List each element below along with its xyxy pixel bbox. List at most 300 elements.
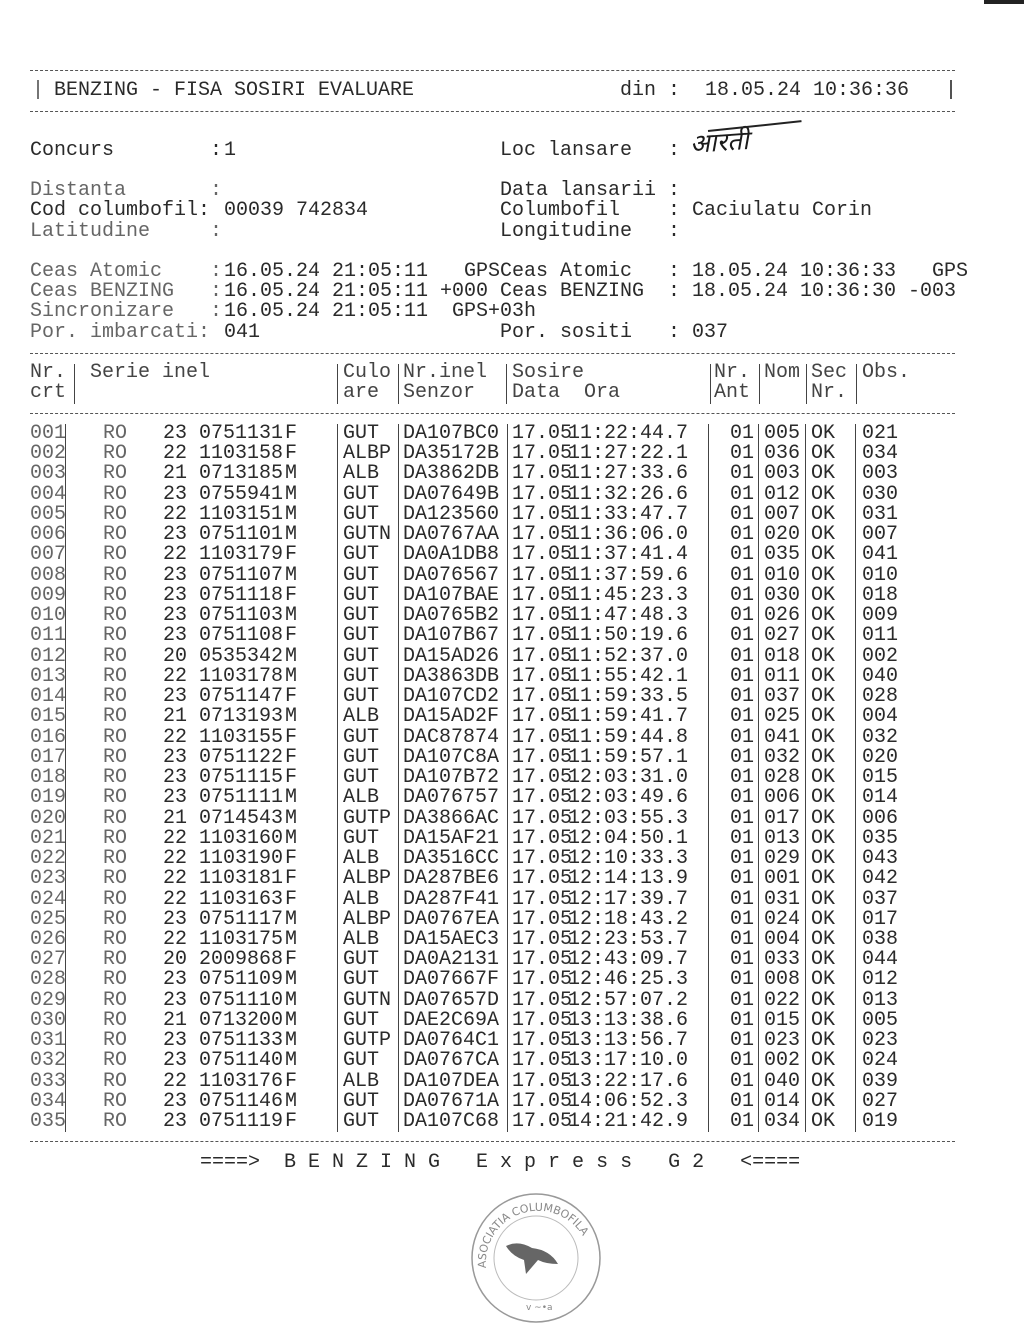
sositi-label: Por. sositi : [500,321,681,344]
sensor-ring: DA287BE6 [403,867,500,891]
col-separator [337,364,338,404]
ant-number: 01 [730,887,755,911]
obs-value: 011 [862,624,899,648]
ring-number: 21 0713193 [163,705,284,729]
arrival-time: 11:59:33.5 [568,685,689,709]
arrival-time: 12:17:39.7 [568,887,689,911]
sec-status: OK [811,847,836,871]
obs-value: 037 [862,887,899,911]
ring-number: 20 0535342 [163,644,284,668]
sositi-value: 037 [692,321,729,344]
ant-number: 01 [730,482,755,506]
ring-number: 23 0751131 [163,422,284,445]
col-separator [398,424,399,1132]
sec-status: OK [811,604,836,628]
row-number: 002 [30,442,67,466]
sex: F [284,583,297,607]
sensor-ring: DA107B67 [403,624,500,648]
obs-value: 007 [862,523,899,547]
sensor-ring: DA076567 [403,563,500,587]
table-row [0,1112,1024,1132]
col-separator [855,424,856,1132]
arrival-time: 12:03:31.0 [568,766,689,790]
sex: M [284,644,297,668]
col-sec-2: Nr. [811,381,848,404]
sex: M [284,928,297,951]
arrival-date: 17.05 [512,563,573,587]
country: RO [103,1089,128,1113]
row-number: 013 [30,664,67,688]
table-row [0,606,1024,626]
sex: F [284,887,297,911]
sensor-ring: DA0767EA [403,907,500,931]
arrival-date: 17.05 [512,442,573,466]
arrival-time: 11:59:57.1 [568,745,689,769]
ant-number: 01 [730,826,755,850]
arrival-date: 17.05 [512,502,573,526]
sec-status: OK [811,543,836,567]
color: GUT [343,624,380,648]
row-number: 025 [30,907,67,931]
sec-status: OK [811,766,836,790]
ring-number: 22 1103175 [163,928,284,951]
country: RO [103,725,128,749]
sec-status: OK [811,968,836,992]
row-number: 001 [30,422,67,445]
row-number: 010 [30,604,67,628]
ring-number: 22 1103163 [163,887,284,911]
arrival-time: 12:04:50.1 [568,826,689,850]
table-row [0,907,1024,931]
color: ALB [343,1069,380,1093]
obs-value: 038 [862,928,899,951]
obs-value: 018 [862,583,899,607]
color: GUT [343,725,380,749]
sec-status: OK [811,806,836,830]
col-senzor: Senzor [403,381,476,404]
sensor-ring: DA15AD26 [403,644,500,668]
loc-lansare-handwritten-value: आरती [688,125,750,160]
arrival-time: 11:59:41.7 [568,705,689,729]
sec-status: OK [811,867,836,891]
table-row [0,482,1024,506]
arrival-time: 14:21:42.9 [568,1110,689,1134]
table-row [0,806,1024,830]
color: ALB [343,887,380,911]
obs-value: 039 [862,1069,899,1093]
table-row [0,563,1024,587]
col-culoare-1: Culo [343,361,392,384]
sensor-ring: DA15AEC3 [403,928,500,951]
nom-number: 002 [764,1049,801,1073]
country: RO [103,867,128,891]
ant-number: 01 [730,847,755,871]
color: GUT [343,644,380,668]
arrival-date: 17.05 [512,745,573,769]
sec-status: OK [811,664,836,688]
sex: F [284,624,297,648]
sec-status: OK [811,786,836,810]
sensor-ring: DA3863DB [403,664,500,688]
sec-status: OK [811,644,836,668]
sensor-ring: DA0A2131 [403,948,500,972]
col-nr-inel: Nr.inel [403,361,488,384]
arrival-time: 12:18:43.2 [568,907,689,931]
arrival-time: 11:36:06.0 [568,523,689,547]
obs-value: 013 [862,988,899,1012]
arrival-date: 17.05 [512,806,573,830]
sensor-ring: DA3862DB [403,462,500,486]
arrival-date: 17.05 [512,907,573,931]
nom-number: 012 [764,482,801,506]
ant-number: 01 [730,1069,755,1093]
ring-number: 22 1103155 [163,725,284,749]
obs-value: 005 [862,1008,899,1032]
nom-number: 035 [764,543,801,567]
arrival-date: 17.05 [512,786,573,810]
color: GUT [343,968,380,992]
ant-number: 01 [730,563,755,587]
sex: M [284,705,297,729]
row-number: 007 [30,543,67,567]
color: GUT [343,482,380,506]
col-sec-1: Sec [811,361,848,384]
row-number: 024 [30,887,67,911]
sex: M [284,1049,297,1073]
ceas-atomic-label: Ceas Atomic : [30,260,223,283]
row-number: 016 [30,725,67,749]
ant-number: 01 [730,523,755,547]
table-row [0,970,1024,990]
ceas-atomic-end: 18.05.24 10:36:33 GPS [692,260,969,283]
arrival-time: 12:57:07.2 [568,988,689,1012]
arrival-time: 13:13:56.7 [568,1029,689,1053]
arrival-date: 17.05 [512,766,573,790]
sex: F [284,847,297,871]
ant-number: 01 [730,664,755,688]
table-row [0,887,1024,911]
ring-number: 23 0751117 [163,907,284,931]
nom-number: 041 [764,725,801,749]
ring-number: 23 0751111 [163,786,284,810]
obs-value: 002 [862,644,899,668]
nom-number: 032 [764,745,801,769]
table-row [0,664,1024,688]
table-row [0,869,1024,889]
ant-number: 01 [730,725,755,749]
arrival-date: 17.05 [512,1029,573,1053]
arrival-time: 11:33:47.7 [568,502,689,526]
table-row [0,1031,1024,1051]
country: RO [103,928,128,951]
arrival-time: 11:55:42.1 [568,664,689,688]
ring-number: 22 1103179 [163,543,284,567]
country: RO [103,523,128,547]
sec-status: OK [811,624,836,648]
color: GUT [343,826,380,850]
col-nr-ant-2: Ant [714,381,751,404]
sensor-ring: DA287F41 [403,887,500,911]
ring-number: 23 0751109 [163,968,284,992]
ceas-atomic-label-right: Ceas Atomic : [500,260,681,283]
longitudine-label: Longitudine : [500,220,681,243]
color: GUT [343,1008,380,1032]
sex: F [284,745,297,769]
obs-value: 017 [862,907,899,931]
sec-status: OK [811,523,836,547]
nom-number: 029 [764,847,801,871]
ring-number: 22 1103190 [163,847,284,871]
ant-number: 01 [730,624,755,648]
row-number: 023 [30,867,67,891]
arrival-time: 12:46:25.3 [568,968,689,992]
table-row [0,1069,1024,1093]
color: GUTN [343,988,392,1012]
imbarcati-label: Por. imbarcati: [30,321,211,344]
obs-value: 031 [862,502,899,526]
table-row [0,826,1024,850]
imbarcati-value: 041 [224,321,261,344]
nom-number: 007 [764,502,801,526]
nom-number: 022 [764,988,801,1012]
sex: M [284,968,297,992]
obs-value: 023 [862,1029,899,1053]
nom-number: 028 [764,766,801,790]
scan-edge-mark [984,0,1024,4]
table-row [0,1008,1024,1032]
row-number: 035 [30,1110,67,1134]
sec-status: OK [811,1089,836,1113]
cod-columbofil-label: Cod columbofil: [30,199,211,222]
country: RO [103,988,128,1012]
arrival-time: 11:47:48.3 [568,604,689,628]
color: ALB [343,786,380,810]
ring-number: 20 2009868 [163,948,284,972]
nom-number: 027 [764,624,801,648]
country: RO [103,1008,128,1032]
row-number: 028 [30,968,67,992]
arrival-date: 17.05 [512,604,573,628]
sincronizare-value: 16.05.24 21:05:11 GPS+03h [224,300,537,323]
row-number: 022 [30,847,67,871]
sec-status: OK [811,988,836,1012]
row-number: 006 [30,523,67,547]
sensor-ring: DA107BAE [403,583,500,607]
col-obs: Obs. [862,361,911,384]
obs-value: 021 [862,422,899,445]
ant-number: 01 [730,644,755,668]
arrival-date: 17.05 [512,685,573,709]
sex: F [284,725,297,749]
ant-number: 01 [730,583,755,607]
arrival-date: 17.05 [512,847,573,871]
row-number: 019 [30,786,67,810]
arrival-date: 17.05 [512,725,573,749]
print-datetime: 18.05.24 10:36:36 [705,79,910,102]
nom-number: 003 [764,462,801,486]
sec-status: OK [811,948,836,972]
table-row [0,525,1024,545]
sex: F [284,867,297,891]
sex: M [284,604,297,628]
country: RO [103,786,128,810]
sex: M [284,502,297,526]
arrival-date: 17.05 [512,543,573,567]
col-separator [710,364,711,404]
arrival-time: 14:06:52.3 [568,1089,689,1113]
title-right-bar: | [945,79,958,102]
country: RO [103,766,128,790]
sec-status: OK [811,482,836,506]
color: GUT [343,543,380,567]
arrival-time: 11:50:19.6 [568,624,689,648]
country: RO [103,482,128,506]
sensor-ring: DA35172B [403,442,500,466]
table-row [0,444,1024,464]
ant-number: 01 [730,968,755,992]
ring-number: 23 0751110 [163,988,284,1012]
obs-value: 042 [862,867,899,891]
col-separator [65,424,66,1132]
handwriting-stroke [708,120,802,132]
sensor-ring: DAC87874 [403,725,500,749]
sec-status: OK [811,907,836,931]
sex: F [284,766,297,790]
arrival-date: 17.05 [512,988,573,1012]
sensor-ring: DA15AF21 [403,826,500,850]
obs-value: 010 [862,563,899,587]
arrival-time: 12:03:49.6 [568,786,689,810]
ring-number: 23 0751103 [163,604,284,628]
table-row [0,626,1024,646]
country: RO [103,1049,128,1073]
color: ALB [343,928,380,951]
ring-number: 22 1103158 [163,442,284,466]
obs-value: 006 [862,806,899,830]
sincronizare-label: Sincronizare : [30,300,223,323]
arrival-time: 12:43:09.7 [568,948,689,972]
ring-number: 21 0714543 [163,806,284,830]
arrival-time: 11:27:22.1 [568,442,689,466]
sec-status: OK [811,928,836,951]
obs-value: 040 [862,664,899,688]
row-number: 026 [30,928,67,951]
col-culoare-2: are [343,381,380,404]
country: RO [103,907,128,931]
color: ALB [343,462,380,486]
col-separator [856,364,857,404]
sensor-ring: DA0765B2 [403,604,500,628]
country: RO [103,604,128,628]
row-number: 034 [30,1089,67,1113]
ring-number: 23 0751118 [163,583,284,607]
columbofil-value: Caciulatu Corin [692,199,873,222]
arrival-time: 11:59:44.8 [568,725,689,749]
row-number: 009 [30,583,67,607]
arrival-date: 17.05 [512,523,573,547]
table-row [0,1051,1024,1071]
color: ALBP [343,867,392,891]
country: RO [103,422,128,445]
color: GUT [343,766,380,790]
obs-value: 009 [862,604,899,628]
nom-number: 037 [764,685,801,709]
table-row [0,707,1024,727]
arrival-date: 17.05 [512,948,573,972]
ant-number: 01 [730,1089,755,1113]
col-data-ora: Data Ora [512,381,621,404]
arrival-time: 12:23:53.7 [568,928,689,951]
row-number: 029 [30,988,67,1012]
nom-number: 036 [764,442,801,466]
ant-number: 01 [730,948,755,972]
ring-number: 23 0755941 [163,482,284,506]
obs-value: 035 [862,826,899,850]
title-left-bar: | [32,79,45,102]
country: RO [103,806,128,830]
table-row [0,424,1024,444]
sex: F [284,685,297,709]
arrival-date: 17.05 [512,624,573,648]
color: GUT [343,1110,380,1134]
sex: M [284,563,297,587]
obs-value: 034 [862,442,899,466]
arrival-date: 17.05 [512,1049,573,1073]
nom-number: 033 [764,948,801,972]
table-row [0,768,1024,788]
nom-number: 030 [764,583,801,607]
nom-number: 008 [764,968,801,992]
sec-status: OK [811,1029,836,1053]
obs-value: 044 [862,948,899,972]
sec-status: OK [811,1008,836,1032]
arrival-date: 17.05 [512,968,573,992]
arrival-time: 13:17:10.0 [568,1049,689,1073]
color: GUT [343,563,380,587]
sec-status: OK [811,1110,836,1134]
nom-number: 024 [764,907,801,931]
arrival-date: 17.05 [512,705,573,729]
arrival-time: 12:10:33.3 [568,847,689,871]
sensor-ring: DA107DEA [403,1069,500,1093]
ceas-benzing-label: Ceas BENZING : [30,280,223,303]
loc-lansare-label: Loc lansare : [500,139,681,162]
country: RO [103,644,128,668]
sensor-ring: DA107B72 [403,766,500,790]
color: GUTP [343,806,392,830]
nom-number: 006 [764,786,801,810]
arrival-date: 17.05 [512,664,573,688]
divider [30,70,955,71]
row-number: 032 [30,1049,67,1073]
ant-number: 01 [730,786,755,810]
sex: F [284,422,297,445]
nom-number: 015 [764,1008,801,1032]
ant-number: 01 [730,442,755,466]
ring-number: 22 1103176 [163,1069,284,1093]
row-number: 020 [30,806,67,830]
sensor-ring: DA07671A [403,1089,500,1113]
col-separator [805,424,806,1132]
sex: M [284,988,297,1012]
color: ALBP [343,907,392,931]
country: RO [103,563,128,587]
table-row [0,583,1024,607]
din-label: din : [620,79,681,102]
ant-number: 01 [730,928,755,951]
col-separator [758,424,759,1132]
obs-value: 004 [862,705,899,729]
